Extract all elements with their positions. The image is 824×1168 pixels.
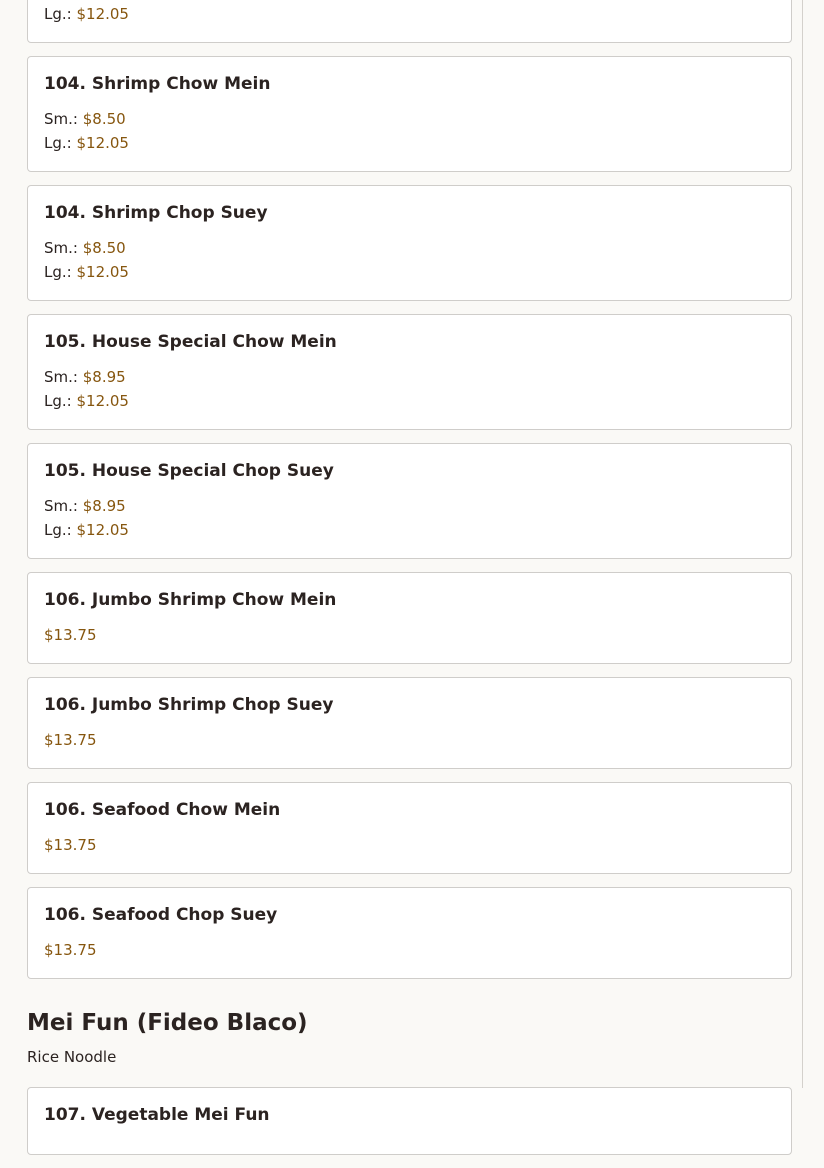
small-price: $8.95 [82,368,126,386]
small-price-row [44,236,775,260]
menu-item-name: 104. Shrimp Chop Suey [44,203,268,223]
price-row [44,833,775,857]
menu-item-name: 104. Shrimp Chow Mein [44,74,271,94]
large-price: $12.05 [76,134,129,152]
section-title: Mei Fun (Fideo Blaco) [27,1010,308,1036]
price-row [44,938,775,962]
item-price: $13.75 [44,731,97,749]
menu-item-name: 107. Vegetable Mei Fun [44,1105,270,1125]
menu-item-card[interactable] [27,677,792,769]
menu-item-name: 106. Seafood Chop Suey [44,905,278,925]
small-price: $8.50 [82,110,126,128]
item-price: $13.75 [44,836,97,854]
small-price-row [44,107,775,131]
large-price: $12.05 [76,5,129,23]
large-size-label: Lg.: [44,134,72,152]
menu-item-card[interactable] [27,314,792,430]
small-size-label: Sm.: [44,497,78,515]
menu-item-name: 106. Jumbo Shrimp Chop Suey [44,695,334,715]
menu-item-name: 106. Jumbo Shrimp Chow Mein [44,590,337,610]
menu-item-card[interactable] [27,887,792,979]
menu-section-header [27,1008,792,1067]
large-price: $12.05 [76,521,129,539]
small-price-row [44,494,775,518]
menu-item-card[interactable] [27,782,792,874]
menu-item-name: 105. House Special Chop Suey [44,461,334,481]
large-price-row [44,131,775,155]
small-price-row [44,365,775,389]
price-row [44,728,775,752]
large-price-row [44,389,775,413]
section-subtitle: Rice Noodle [27,1048,117,1066]
menu-item-card[interactable] [27,0,792,43]
small-size-label: Sm.: [44,368,78,386]
section-item-list [27,1087,792,1155]
large-size-label: Lg.: [44,263,72,281]
small-price: $8.50 [82,239,126,257]
menu-list [27,0,792,1168]
price-row [44,623,775,647]
small-price: $8.95 [82,497,126,515]
large-price: $12.05 [76,392,129,410]
small-size-label: Sm.: [44,110,78,128]
large-price: $12.05 [76,263,129,281]
large-size-label: Lg.: [44,521,72,539]
item-price: $13.75 [44,626,97,644]
item-price: $13.75 [44,941,97,959]
small-size-label: Sm.: [44,239,78,257]
menu-item-card[interactable] [27,1087,792,1155]
menu-item-card[interactable] [27,56,792,172]
menu-item-name: 105. House Special Chow Mein [44,332,337,352]
menu-item-name: 106. Seafood Chow Mein [44,800,281,820]
large-size-label: Lg.: [44,5,72,23]
large-price-row [44,2,775,26]
menu-item-card[interactable] [27,443,792,559]
menu-item-card[interactable] [27,572,792,664]
large-size-label: Lg.: [44,392,72,410]
menu-item-card[interactable] [27,185,792,301]
large-price-row [44,260,775,284]
large-price-row [44,518,775,542]
